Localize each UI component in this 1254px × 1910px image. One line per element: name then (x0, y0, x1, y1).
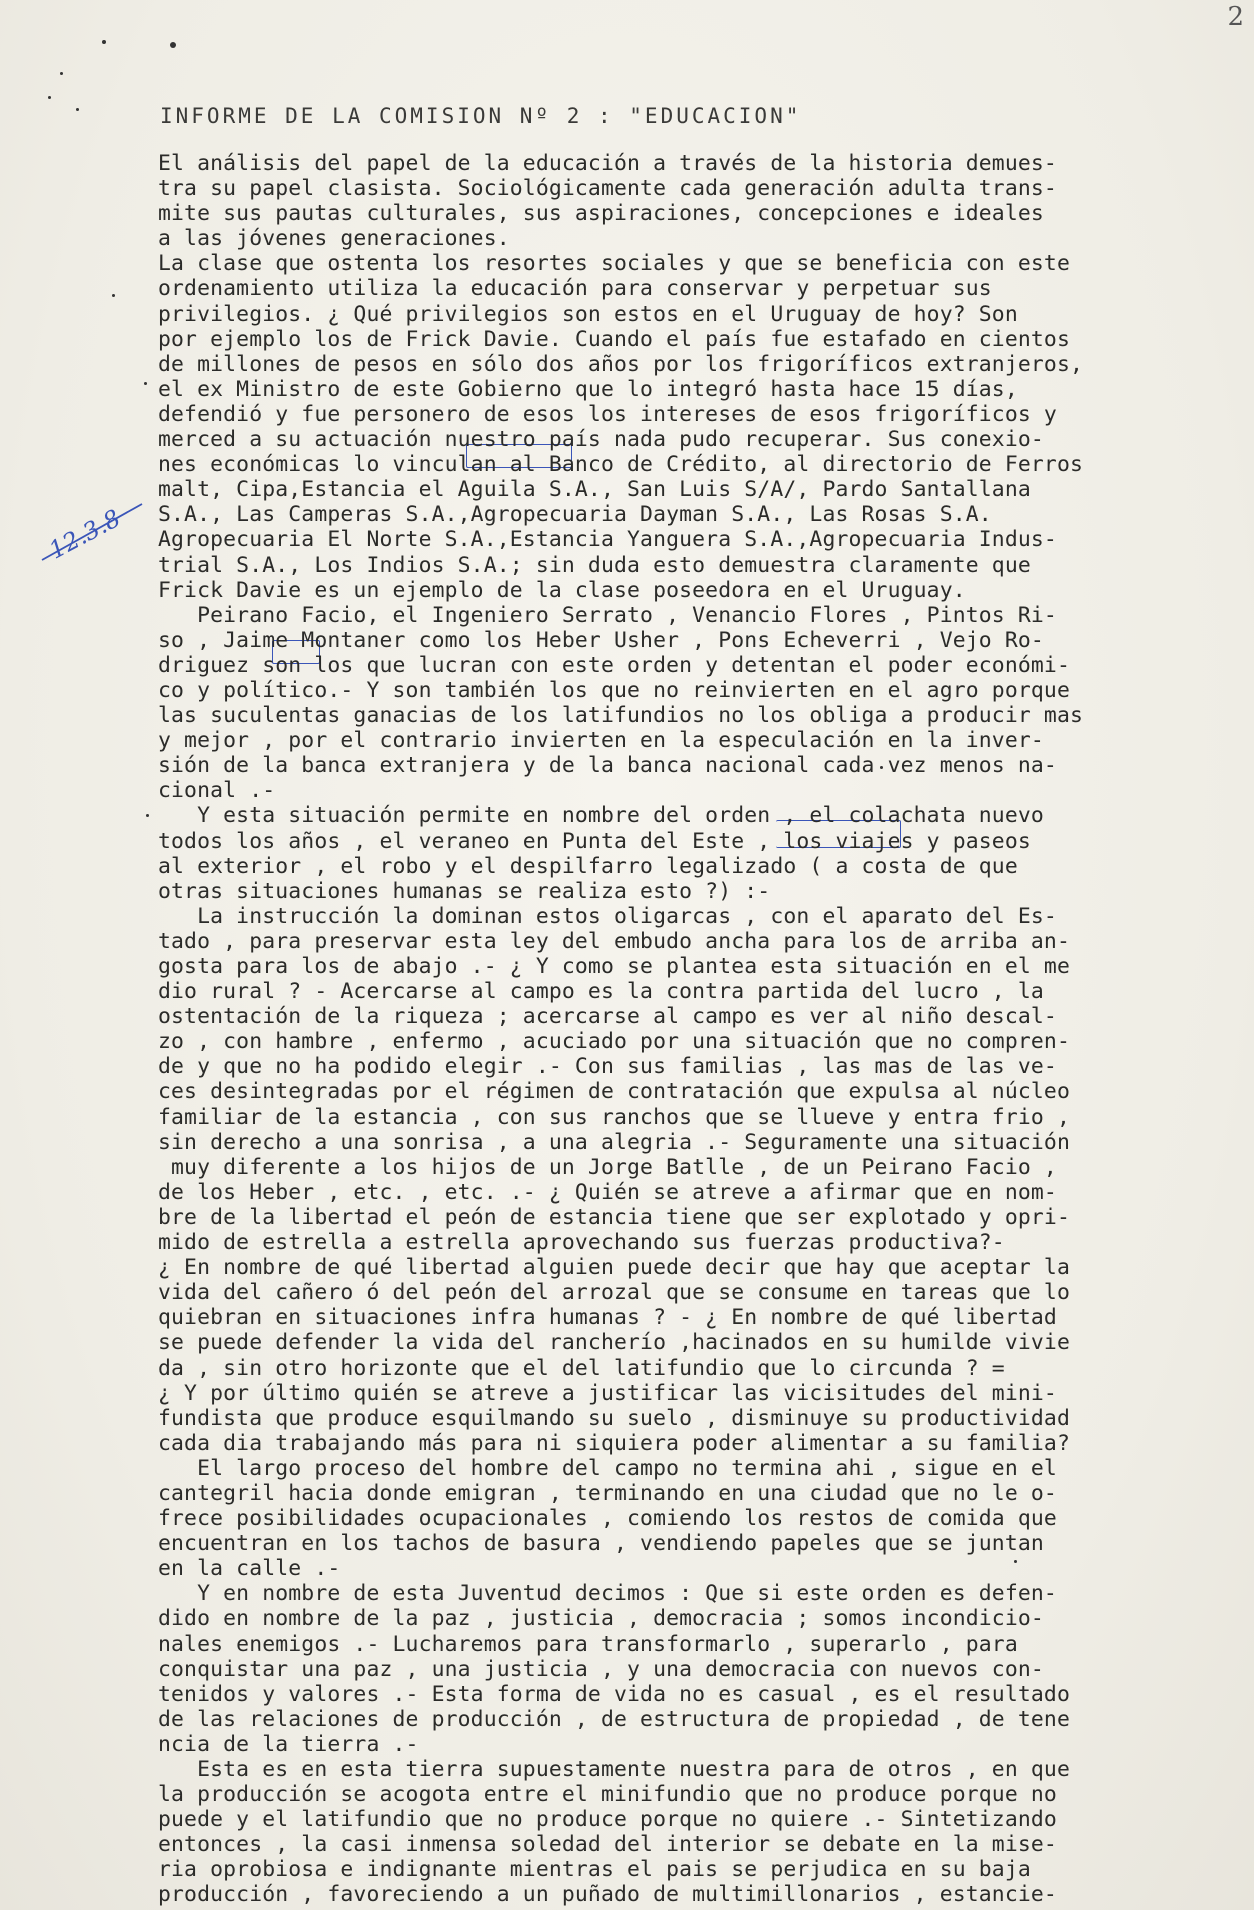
text-line: ncia de la tierra .- (158, 1731, 419, 1757)
text-line: La instrucción la dominan estos oligarcas , con el aparato del Es- (158, 903, 1057, 929)
text-line: ¿ En nombre de qué libertad alguien puede decir que hay que aceptar la (158, 1255, 1070, 1281)
text-line: trial S.A., Los Indios S.A.; sin duda esto demuestra claramente que (158, 552, 1031, 578)
text-line: cada dia trabajando más para ni siquiera poder alimentar a su familia? (158, 1430, 1070, 1456)
text-line: cional .- (158, 778, 276, 804)
text-line: ¿ Y por último quién se atreve a justificar las vicisitudes del mini- (158, 1380, 1057, 1406)
text-line: malt, Cipa,Estancia el Aguila S.A., San Luis S/A/, Pardo Santallana (158, 477, 1031, 503)
text-line: mido de estrella a estrella aprovechando sus fuerzas productiva?- (158, 1230, 1005, 1256)
text-line: nes económicas lo vinculan al Banco de Crédito, al directorio de Ferros (158, 452, 1084, 478)
text-line: familiar de la estancia , con sus ranchos que se llueve y entra frio , (158, 1104, 1070, 1130)
text-line: Y en nombre de esta Juventud decimos : Que si este orden es defen- (158, 1581, 1057, 1607)
text-line: quiebran en situaciones infra humanas ? - ¿ En nombre de qué libertad (158, 1305, 1057, 1331)
text-line: de millones de pesos en sólo dos años por los frigoríficos extranjeros, (158, 351, 1084, 377)
text-line: ria oprobiosa e indignante mientras el pais se perjudica en su baja (158, 1857, 1031, 1883)
text-line: producción , favoreciendo a un puñado de multimillonarios , estancie- (158, 1882, 1057, 1908)
text-line: mite sus pautas culturales, sus aspiraciones, concepciones e ideales (158, 201, 1044, 227)
text-line: sión de la banca extranjera y de la banca nacional cada vez menos na- (158, 753, 1057, 779)
text-line: El largo proceso del hombre del campo no termina ahi , sigue en el (158, 1455, 1057, 1481)
text-line: ordenamiento utiliza la educación para conservar y perpetuar sus (158, 276, 992, 302)
ink-speck (170, 42, 176, 48)
text-line: Frick Davie es un ejemplo de la clase poseedora en el Uruguay. (158, 577, 966, 603)
text-line: Y esta situación permite en nombre del orden , el colachata nuevo (158, 803, 1044, 829)
ink-speck (144, 382, 147, 385)
page-number: 2 (1227, 2, 1244, 32)
text-line: se puede defender la vida del rancherío ,hacinados en su humilde vivie (158, 1330, 1070, 1356)
text-line: entonces , la casi inmensa soledad del interior se debate en la mise- (158, 1832, 1057, 1858)
text-line: fundista que produce esquilmando su suelo , disminuye su productividad (158, 1405, 1070, 1431)
text-line: la producción se acogota entre el minifundio que no produce porque no (158, 1782, 1057, 1808)
text-line: todos los años , el veraneo en Punta del Este , los viajes y paseos (158, 828, 1031, 854)
text-line: sin derecho a una sonrisa , a una alegria .- Seguramente una situación (158, 1129, 1070, 1155)
text-line: las suculentas ganacias de los latifundios no los obliga a producir mas (158, 703, 1084, 729)
handwritten-margin-note (38, 488, 148, 568)
text-line: bre de la libertad el peón de estancia tiene que ser explotado y opri- (158, 1204, 1070, 1230)
ink-speck (146, 814, 149, 817)
ink-speck (112, 294, 115, 297)
text-line: ces desintegradas por el régimen de contratación que expulsa al núcleo (158, 1079, 1070, 1105)
document-body (158, 151, 1218, 1908)
ink-speck (60, 72, 63, 75)
text-line: defendió y fue personero de esos los intereses de esos frigoríficos y (158, 401, 1057, 427)
text-line: de los Heber , etc. , etc. .- ¿ Quién se atreve a afirmar que en nom- (158, 1179, 1057, 1205)
ink-speck (76, 108, 79, 111)
ink-speck (48, 96, 51, 99)
text-line: por ejemplo los de Frick Davie. Cuando el país fue estafado en cientos (158, 326, 1070, 352)
text-line: driguez son los que lucran con este orden y detentan el poder económi- (158, 652, 1070, 678)
text-line: frece posibilidades ocupacionales , comiendo los restos de comida que (158, 1506, 1057, 1532)
text-line: Esta es en esta tierra supuestamente nuestra para de otros , en que (158, 1757, 1070, 1782)
text-line: Peirano Facio, el Ingeniero Serrato , Venancio Flores , Pintos Ri- (158, 602, 1057, 628)
text-line: da , sin otro horizonte que el del latifundio que lo circunda ? = (158, 1355, 1005, 1381)
text-line: co y político.- Y son también los que no reinvierten en el agro porque (158, 677, 1070, 703)
text-line: privilegios. ¿ Qué privilegios son estos en el Uruguay de hoy? Son (158, 301, 1018, 327)
text-line: tra su papel clasista. Sociológicamente cada generación adulta trans- (158, 176, 1057, 202)
text-line: tado , para preservar esta ley del embudo ancha para los de arriba an- (158, 928, 1070, 954)
text-line: a las jóvenes generaciones. (158, 226, 510, 252)
text-line: en la calle .- (158, 1556, 341, 1582)
text-line: merced a su actuación nuestro país nada pudo recuperar. Sus conexio- (158, 427, 1044, 453)
text-line: otras situaciones humanas se realiza esto ?) :- (158, 878, 771, 904)
text-line: La clase que ostenta los resortes sociales y que se beneficia con este (158, 251, 1070, 277)
text-line: y mejor , por el contrario invierten en la especulación en la inver- (158, 728, 1044, 754)
text-line: tenidos y valores .- Esta forma de vida no es casual , es el resultado (158, 1681, 1070, 1707)
text-line: so , Jaime Montaner como los Heber Usher , Pons Echeverri , Vejo Ro- (158, 627, 1044, 653)
text-line: S.A., Las Camperas S.A.,Agropecuaria Dayman S.A., Las Rosas S.A. (158, 502, 992, 528)
text-line: dio rural ? - Acercarse al campo es la contra partida del lucro , la (158, 979, 1044, 1005)
text-line: de las relaciones de producción , de estructura de propiedad , de tene (158, 1706, 1070, 1732)
text-line: puede y el latifundio que no produce porque no quiere .- Sintetizando (158, 1807, 1057, 1833)
text-line: Agropecuaria El Norte S.A.,Estancia Yanguera S.A.,Agropecuaria Indus- (158, 527, 1057, 553)
text-line: encuentran en los tachos de basura , vendiendo papeles que se juntan (158, 1531, 1044, 1557)
text-line: dido en nombre de la paz , justicia , democracia ; somos incondicio- (158, 1606, 1044, 1632)
text-line: vida del cañero ó del peón del arrozal que se consume en tareas que lo (158, 1280, 1070, 1306)
text-line: muy diferente a los hijos de un Jorge Batlle , de un Peirano Facio , (158, 1154, 1057, 1180)
text-line: de y que no ha podido elegir .- Con sus familias , las mas de las ve- (158, 1054, 1057, 1080)
report-title: INFORME DE LA COMISION Nº 2 : "EDUCACION" (160, 104, 802, 128)
text-line: al exterior , el robo y el despilfarro legalizado ( a costa de que (158, 853, 1018, 879)
text-line: gosta para los de abajo .- ¿ Y como se plantea esta situación en el me (158, 954, 1070, 979)
text-line: ostentación de la riqueza ; acercarse al campo es ver al niño descal- (158, 1004, 1057, 1030)
text-line: El análisis del papel de la educación a través de la historia demues- (158, 151, 1057, 176)
text-line: conquistar una paz , una justicia , y una democracia con nuevos con- (158, 1656, 1044, 1682)
margin-note-text: 12.3.8 (44, 503, 126, 565)
text-line: cantegril hacia donde emigran , terminando en una ciudad que no le o- (158, 1480, 1057, 1506)
text-line: el ex Ministro de este Gobierno que lo integró hasta hace 15 días, (158, 376, 1018, 402)
text-line: zo , con hambre , enfermo , acuciado por una situación que no compren- (158, 1029, 1070, 1055)
text-line: nales enemigos .- Lucharemos para transformarlo , superarlo , para (158, 1631, 1018, 1657)
ink-speck (102, 40, 106, 44)
